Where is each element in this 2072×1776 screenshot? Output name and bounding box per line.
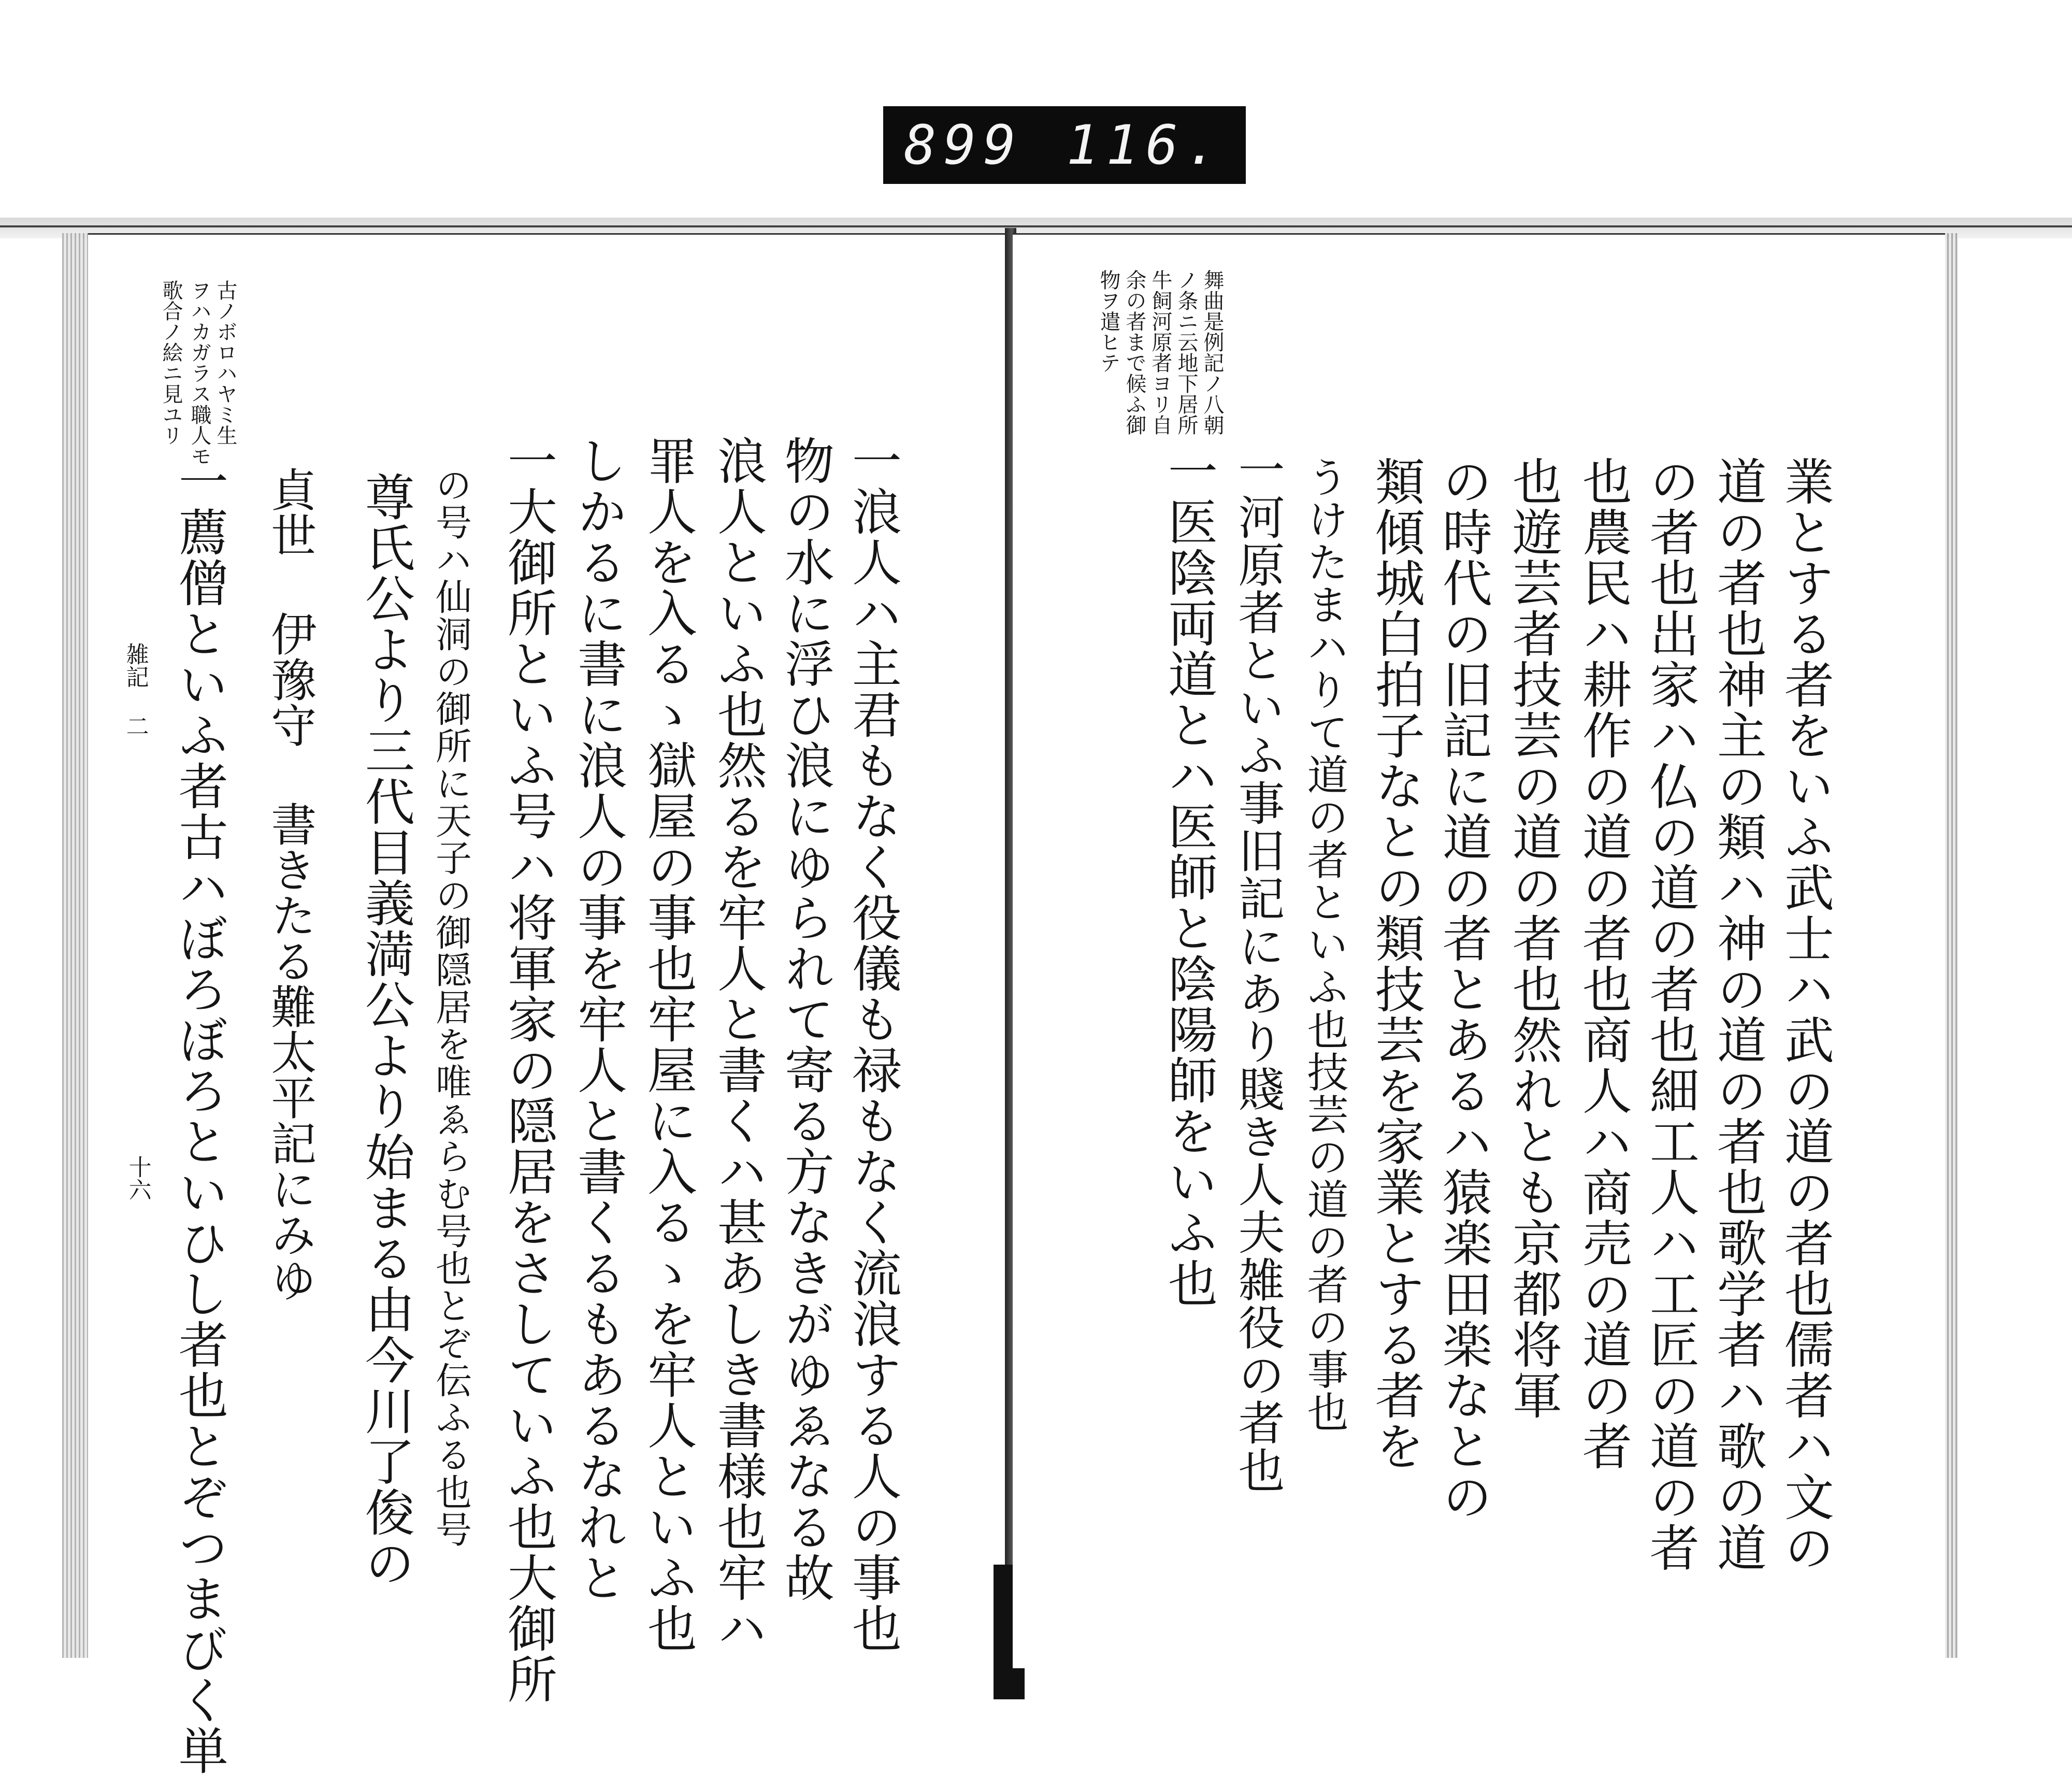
right-col-2: 道の者也神主の類ハ神の道の者也歌学者ハ歌の道	[1709, 456, 1767, 1573]
right-col-5: 也遊芸者技芸の道の者也然れとも京都将軍	[1504, 456, 1563, 1421]
left-col-2: 物の水に浮ひ浪にゆられて寄る方なきがゆゑなる故	[776, 435, 835, 1603]
left-col-7: の号ハ仙洞の御所に天子の御隠居を唯ゑらむ号也とぞ伝ふる也号	[429, 466, 472, 1548]
right-col-10: 一医陰両道とハ医師と陰陽師をいふ也	[1160, 446, 1218, 1309]
left-headnote-col-1: 古ノボロハヤミ生	[213, 280, 237, 446]
right-headnote-col-3: 牛飼河原者ヨリ自	[1148, 269, 1172, 435]
frame-number: 116.	[1066, 113, 1225, 177]
right-col-6: の時代の旧記に道の者とあるハ猿楽田楽なとの	[1434, 456, 1493, 1522]
right-col-8: うけたまハりて道の者といふ也技芸の道の者の事也	[1300, 456, 1348, 1433]
left-col-4: 罪人を入るゝ獄屋の事也牢屋に入るゝを牢人といふ也	[639, 435, 698, 1654]
left-headnote-col-2: ヲハカガラス職人モ	[188, 280, 211, 466]
left-col-5: しかるに書に浪人の事を牢人と書くるもあるなれと	[569, 435, 628, 1603]
left-headnote-col-3: 歌合ノ絵ニ見ユリ	[159, 280, 183, 446]
microfilm-label	[883, 106, 1246, 184]
right-col-3: の者也出家ハ仏の道の者也細工人ハ工匠の道の者	[1642, 456, 1700, 1573]
left-col-1: 一浪人ハ主君もなく役儀も禄もなく流浪する人の事也	[844, 435, 902, 1654]
right-headnote-col-5: 物ヲ遣ヒテ	[1097, 269, 1120, 373]
left-col-9: 貞世 伊豫守 書きたる難太平記にみゆ	[264, 466, 318, 1302]
left-col-8: 尊氏公より三代目義満公より始まる由今川了俊の	[357, 471, 415, 1588]
page-folio: 十六	[124, 1155, 151, 1201]
right-headnote-col-1: 舞曲是例記ノ八朝	[1200, 269, 1224, 435]
right-col-7: 類傾城白拍子なとの類技芸を家業とする者を	[1367, 456, 1426, 1471]
right-col-9: 一河原者といふ事旧記にあり賤き人夫雑役の者也	[1230, 446, 1285, 1494]
right-headnote-col-2: ノ条ニ云地下居所	[1174, 269, 1198, 435]
left-col-3: 浪人といふ也然るを牢人と書くハ甚あしき書様也牢ハ	[709, 435, 768, 1654]
reel-number: 899	[904, 113, 1023, 177]
right-col-1: 業とする者をいふ武士ハ武の道の者也儒者ハ文の	[1776, 456, 1835, 1573]
scan-line	[0, 225, 2072, 227]
right-col-4: 也農民ハ耕作の道の者也商人ハ商売の道の者	[1574, 456, 1633, 1471]
right-headnote-col-4: 余の者まで候ふ御	[1123, 269, 1146, 435]
left-col-10: 一薦僧といふ者古ハぼろぼろといひし者也とぞつまびく単	[170, 456, 229, 1776]
margin-title: 雑記 二	[122, 642, 149, 737]
left-col-6: 一大御所といふ号ハ将軍家の隠居をさしていふ也大御所	[499, 435, 558, 1705]
